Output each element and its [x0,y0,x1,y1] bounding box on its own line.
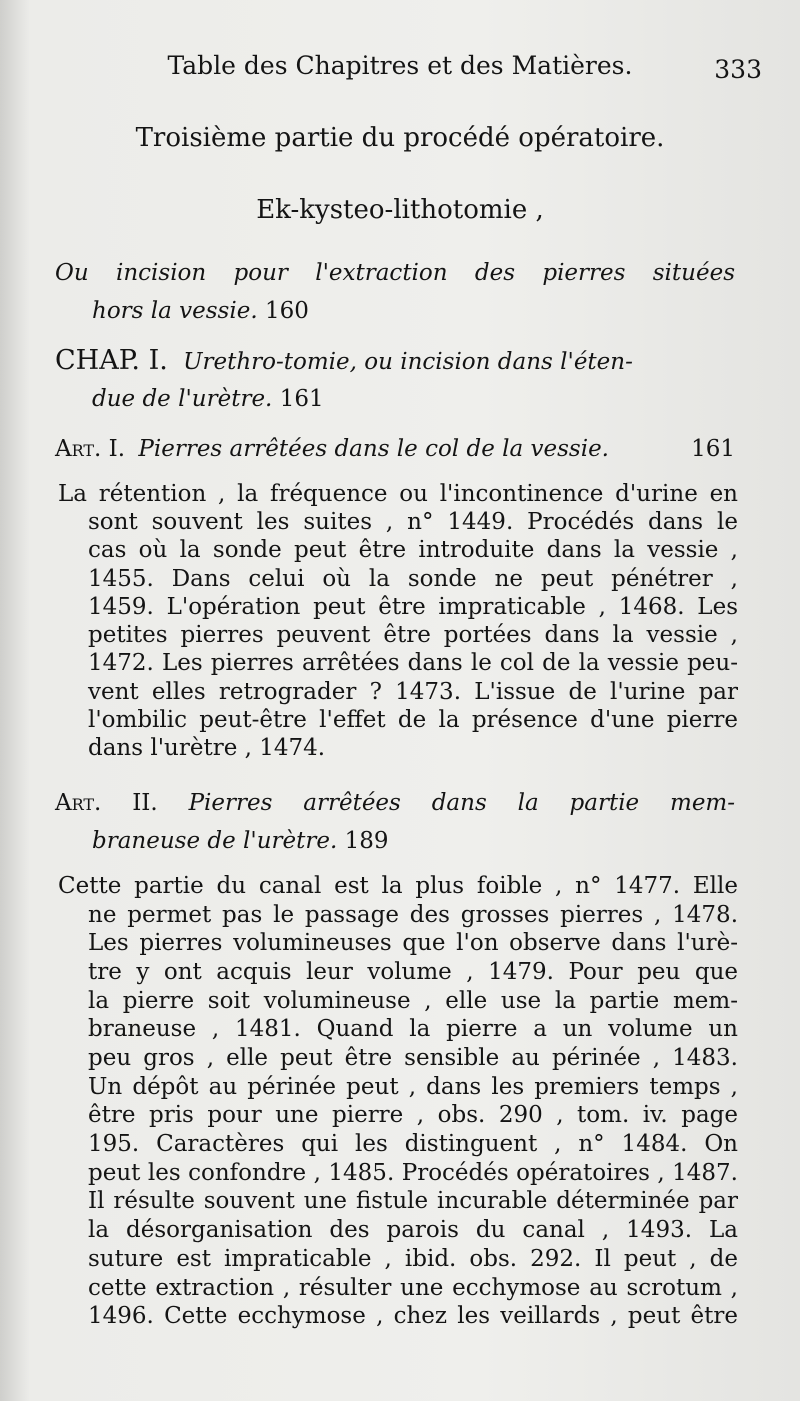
chapter-title: Urethro-tomie, ou incision dans l'éten- [183,349,633,375]
article-title-cont: braneuse de l'urètre. [92,828,338,854]
chapter-heading-line2 [92,385,735,413]
text-line: la désorganisation des parois du canal , 1493. La [88,1217,738,1243]
text-line: 195. Caractères qui les distinguent , n° 1484. On [88,1131,738,1157]
text-line: Un dépôt au périnée peut , dans les premiers temps , [88,1074,738,1100]
page-number: 333 [714,55,762,84]
text-line: 1459. L'opération peut être impraticable , 1468. Les [88,594,738,620]
paragraph-line [88,508,738,536]
chapter-title-cont: due de l'urètre. [92,386,273,412]
paragraph-line [88,1044,738,1072]
article-title: Pierres arrêtées dans le col de la vessie. [138,436,609,462]
article-heading-line2 [92,827,735,855]
article-label: Art. II. [55,790,158,816]
paragraph-line [58,480,738,508]
text-line: Il résulte souvent une fistule incurable déterminée par [88,1188,738,1214]
paragraph-line [88,1302,738,1330]
paragraph-line [88,649,738,677]
paragraph-line [88,929,738,957]
text-line: peu gros , elle peut être sensible au périnée , 1483. [88,1045,738,1071]
toc-entry-line [55,259,735,287]
toc-entry-text: hors la vessie. [92,298,258,324]
text-line: ne permet pas le passage des grosses pierres , 1478. [88,902,738,928]
paragraph-line [58,872,738,900]
paragraph-line [88,1015,738,1043]
text-line: braneuse , 1481. Quand la pierre a un volume un [88,1016,738,1042]
text-line: 1455. Dans celui où la sonde ne peut pénétrer , [88,566,738,592]
chapter-page: 161 [279,386,324,412]
running-header: Table des Chapitres et des Matières. [167,51,633,80]
paragraph-line [88,1101,738,1129]
paragraph-line [88,958,738,986]
text-line: petites pierres peuvent être portées dans la vessie , [88,622,738,648]
paragraph-line [88,706,738,734]
article-label: Art. I. [55,436,126,462]
paragraph-line [88,536,738,564]
text-line: La rétention , la fréquence ou l'incontinence d'urine en [58,481,738,507]
paragraph-line [88,1245,738,1273]
text-line: Les pierres volumineuses que l'on observe dans l'urè- [88,930,738,956]
paragraph-line [88,1159,738,1187]
paragraph-line [88,901,738,929]
paragraph-line [88,734,738,762]
text-line: cas où la sonde peut être introduite dans la vessie , [88,537,738,563]
part-title: Troisième partie du procédé opératoire. [135,123,665,153]
paragraph-line [88,678,738,706]
paragraph-line [88,1130,738,1158]
section-title: Ek-kysteo-lithotomie , [256,195,544,225]
article-page: 189 [344,828,389,854]
paragraph-line [88,621,738,649]
chapter-label: CHAP. I. [55,345,168,376]
text-line: vent elles retrograder ? 1473. L'issue de l'urine par [88,679,738,705]
text-line: suture est impraticable , ibid. obs. 292. Il peut , de [88,1246,738,1272]
text-line: peut les confondre , 1485. Procédés opératoires , 1487. [88,1160,738,1186]
paragraph-line [88,987,738,1015]
paragraph-line [88,1187,738,1215]
paragraph-line [88,1216,738,1244]
chapter-heading [55,347,735,376]
text-line: tre y ont acquis leur volume , 1479. Pour peu que [88,959,738,985]
paragraph-line [88,1073,738,1101]
paragraph-line [88,1274,738,1302]
text-line: la pierre soit volumineuse , elle use la partie mem- [88,988,738,1014]
text-line: dans l'urètre , 1474. [88,735,326,761]
text-line: cette extraction , résulter une ecchymose au scrotum , [88,1275,738,1301]
toc-entry-text: Ou incision pour l'extraction des pierres situées [55,260,735,286]
text-line: sont souvent les suites , n° 1449. Procédés dans le [88,509,738,535]
toc-entry-page: 160 [264,298,309,324]
article-title: Pierres arrêtées dans la partie mem- [188,790,736,816]
text-line: être pris pour une pierre , obs. 290 , tom. iv. page [88,1102,738,1128]
text-line: 1496. Cette ecchymose , chez les veillards , peut être [88,1303,738,1329]
paragraph-line [88,565,738,593]
toc-entry-line [92,297,735,325]
article-heading [55,789,735,817]
text-line: l'ombilic peut-être l'effet de la présence d'une pierre [88,707,738,733]
text-line: Cette partie du canal est la plus foible , n° 1477. Elle [58,873,738,899]
text-line: 1472. Les pierres arrêtées dans le col de la vessie peu- [88,650,738,676]
article-page: 161 [691,436,735,462]
paragraph-line [88,593,738,621]
